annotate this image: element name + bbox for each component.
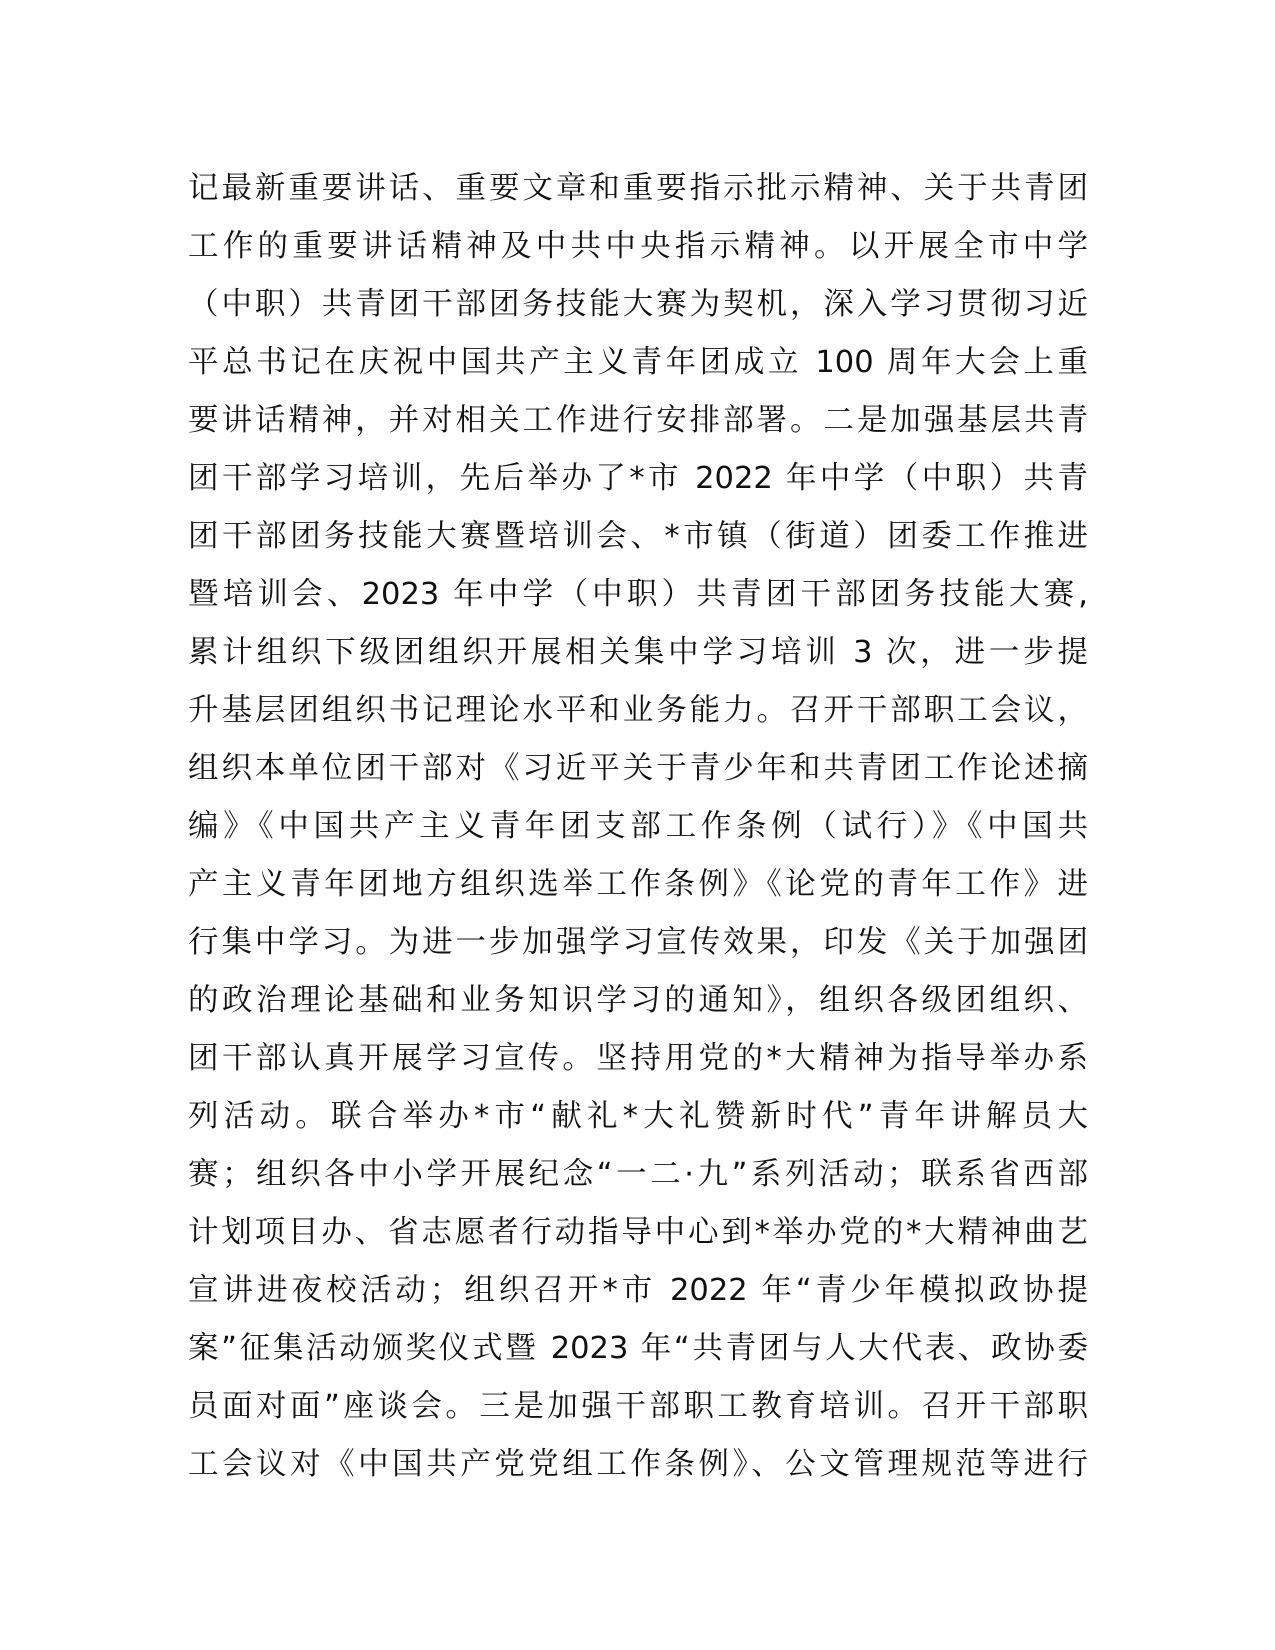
text-line: 宣讲进夜校活动；组织召开*市 2022 年“青少年模拟政协提 [188, 1273, 1088, 1308]
text-line: 的政治理论基础和业务知识学习的通知》，组织各级团组织、 [188, 983, 1088, 1018]
text-line: 案”征集活动颁奖仪式暨 2023 年“共青团与人大代表、政协委 [188, 1331, 1088, 1366]
text-line: 团干部认真开展学习宣传。坚持用党的*大精神为指导举办系 [188, 1041, 1088, 1076]
text-line: 团干部团务技能大赛暨培训会、*市镇（街道）团委工作推进 [188, 519, 1088, 554]
text-line: 计划项目办、省志愿者行动指导中心到*举办党的*大精神曲艺 [188, 1215, 1088, 1250]
text-line: 团干部学习培训，先后举办了*市 2022 年中学（中职）共青 [188, 461, 1088, 496]
text-line: 组织本单位团干部对《习近平关于青少年和共青团工作论述摘 [188, 751, 1088, 786]
body-paragraph [188, 160, 1088, 1494]
text-line: 平总书记在庆祝中国共产主义青年团成立 100 周年大会上重 [188, 345, 1088, 380]
text-line: 编》《中国共产主义青年团支部工作条例（试行）》《中国共 [188, 809, 1088, 844]
text-line: 工会议对《中国共产党党组工作条例》、公文管理规范等进行 [188, 1447, 1088, 1482]
text-line: 暨培训会、2023 年中学（中职）共青团干部团务技能大赛, [188, 577, 1088, 612]
text-line: 员面对面”座谈会。三是加强干部职工教育培训。召开干部职 [188, 1389, 1088, 1424]
text-line: 列活动。联合举办*市“献礼*大礼赞新时代”青年讲解员大 [188, 1099, 1088, 1134]
text-line: 工作的重要讲话精神及中共中央指示精神。以开展全市中学 [188, 229, 1088, 264]
text-line: （中职）共青团干部团务技能大赛为契机，深入学习贯彻习近 [188, 287, 1088, 322]
text-line: 赛；组织各中小学开展纪念“一二·九”系列活动；联系省西部 [188, 1157, 1088, 1192]
text-line: 累计组织下级团组织开展相关集中学习培训 3 次，进一步提 [188, 635, 1088, 670]
text-line: 要讲话精神，并对相关工作进行安排部署。二是加强基层共青 [188, 403, 1088, 438]
text-line: 产主义青年团地方组织选举工作条例》《论党的青年工作》进 [188, 867, 1088, 902]
text-line: 行集中学习。为进一步加强学习宣传效果，印发《关于加强团 [188, 925, 1088, 960]
text-line: 记最新重要讲话、重要文章和重要指示批示精神、关于共青团 [188, 171, 1088, 206]
text-line: 升基层团组织书记理论水平和业务能力。召开干部职工会议， [188, 693, 1088, 728]
